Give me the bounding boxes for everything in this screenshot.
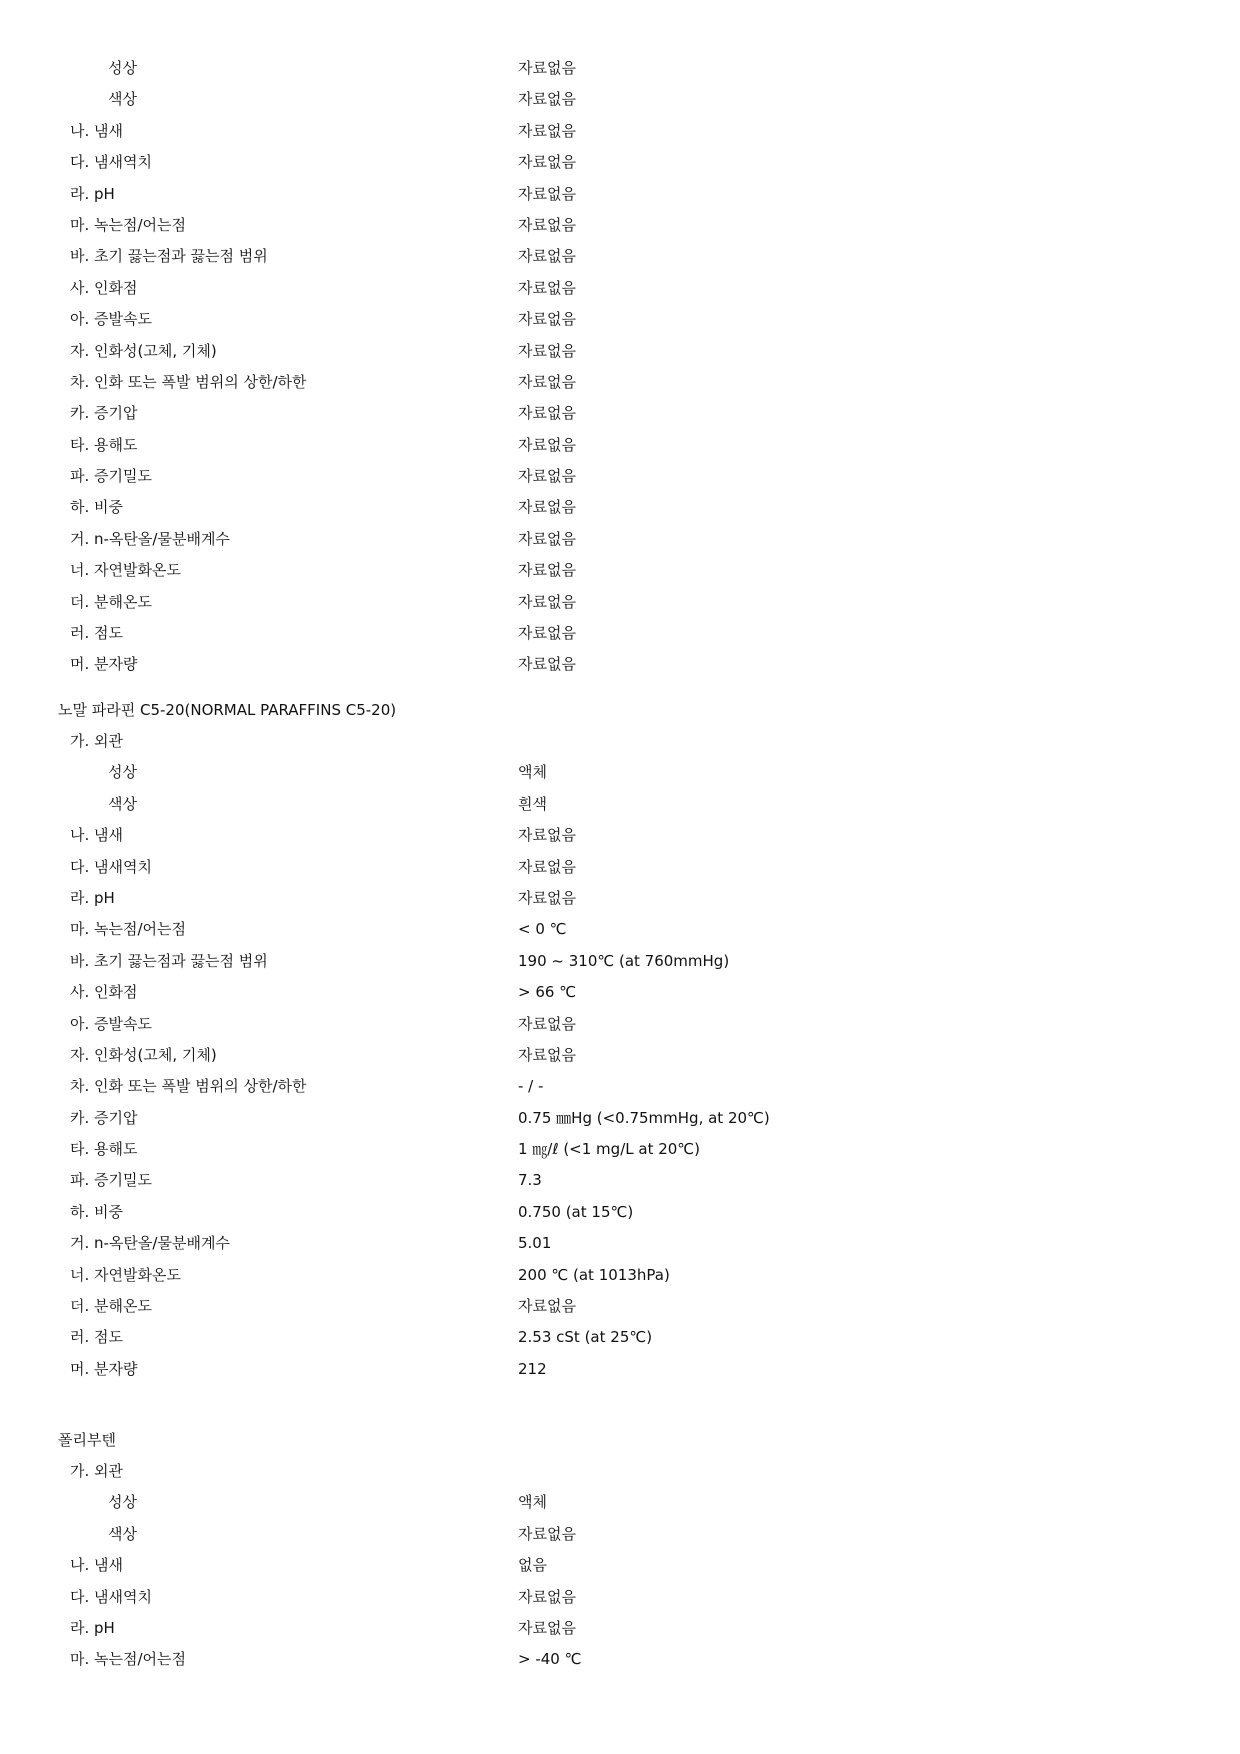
property-row <box>0 1134 1240 1165</box>
property-value: 자료없음 <box>518 435 576 454</box>
property-label: 가. 외관 <box>70 732 124 750</box>
property-label: 바. 초기 끓는점과 끓는점 범위 <box>70 951 268 970</box>
property-row <box>0 116 1240 147</box>
property-label: 사. 인화점 <box>70 983 138 1002</box>
property-row <box>0 524 1240 555</box>
property-row <box>0 1260 1240 1291</box>
property-value: 자료없음 <box>518 1587 576 1606</box>
property-value: 없음 <box>518 1556 547 1575</box>
property-value: 자료없음 <box>518 561 576 580</box>
section-1-properties <box>0 53 1240 681</box>
property-row <box>0 1071 1240 1102</box>
property-row <box>0 1291 1240 1322</box>
property-row <box>0 1550 1240 1581</box>
property-label: 더. 분해온도 <box>70 592 152 611</box>
property-value: - / - <box>518 1077 544 1096</box>
property-value: 0.75 ㎜Hg (<0.75mmHg, at 20℃) <box>518 1108 770 1127</box>
property-label: 사. 인화점 <box>70 278 138 297</box>
property-value: 1 ㎎/ℓ (<1 mg/L at 20℃) <box>518 1140 700 1159</box>
property-value: 자료없음 <box>518 90 576 109</box>
property-label: 차. 인화 또는 폭발 범위의 상한/하한 <box>70 1077 307 1096</box>
property-value: > 66 ℃ <box>518 983 577 1002</box>
property-row <box>0 336 1240 367</box>
property-value: 자료없음 <box>518 184 576 203</box>
property-row <box>0 1354 1240 1385</box>
property-row <box>0 1103 1240 1134</box>
property-label: 라. pH <box>70 888 115 907</box>
property-value: 200 ℃ (at 1013hPa) <box>518 1265 670 1284</box>
property-value: 자료없음 <box>518 153 576 172</box>
property-label: 아. 증발속도 <box>70 310 152 329</box>
property-label: 라. pH <box>70 184 115 203</box>
property-row <box>0 852 1240 883</box>
property-label: 아. 증발속도 <box>70 1014 152 1033</box>
property-label: 성상 <box>108 763 137 782</box>
property-label: 거. n-옥탄올/물분배계수 <box>70 529 230 548</box>
property-label: 하. 비중 <box>70 1202 124 1221</box>
property-value: 액체 <box>518 763 547 782</box>
property-value: 자료없음 <box>518 1618 576 1637</box>
property-value: 190 ~ 310℃ (at 760mmHg) <box>518 951 730 970</box>
property-label: 다. 냄새역치 <box>70 153 152 172</box>
property-label: 성상 <box>108 1493 137 1512</box>
property-label: 거. n-옥탄올/물분배계수 <box>70 1234 230 1253</box>
property-row <box>0 1613 1240 1644</box>
property-label: 색상 <box>108 90 137 109</box>
property-value: > -40 ℃ <box>518 1650 582 1669</box>
property-row <box>0 241 1240 272</box>
property-label: 머. 분자량 <box>70 1359 138 1378</box>
property-label: 너. 자연발화온도 <box>70 1265 181 1284</box>
property-row <box>0 1228 1240 1259</box>
property-label: 타. 용해도 <box>70 1140 138 1159</box>
property-row <box>0 1165 1240 1196</box>
property-label: 마. 녹는점/어는점 <box>70 215 187 234</box>
property-label: 바. 초기 끓는점과 끓는점 범위 <box>70 247 268 266</box>
property-row <box>0 367 1240 398</box>
property-label: 성상 <box>108 59 137 77</box>
property-row <box>0 53 1240 84</box>
property-value: 자료없음 <box>518 310 576 329</box>
property-label: 타. 용해도 <box>70 435 138 454</box>
property-value: 자료없음 <box>518 467 576 486</box>
property-label: 마. 녹는점/어는점 <box>70 1650 187 1669</box>
property-row <box>0 179 1240 210</box>
property-row <box>0 210 1240 241</box>
property-value: 자료없음 <box>518 624 576 643</box>
property-row <box>0 492 1240 523</box>
property-value: 액체 <box>518 1493 547 1512</box>
property-label: 나. 냄새 <box>70 826 124 845</box>
property-label: 가. 외관 <box>70 1462 124 1480</box>
property-value: 흰색 <box>518 794 547 813</box>
property-row <box>0 461 1240 492</box>
property-value: 7.3 <box>518 1171 542 1190</box>
property-value: 자료없음 <box>518 529 576 548</box>
property-label: 카. 증기압 <box>70 404 138 423</box>
property-row <box>0 1487 1240 1518</box>
property-label: 자. 인화성(고체, 기체) <box>70 1045 217 1064</box>
property-row <box>0 883 1240 914</box>
property-value: 자료없음 <box>518 341 576 360</box>
property-value: 자료없음 <box>518 655 576 674</box>
property-value: 자료없음 <box>518 215 576 234</box>
property-label: 파. 증기밀도 <box>70 467 152 486</box>
property-label: 카. 증기압 <box>70 1108 138 1127</box>
property-value: 자료없음 <box>518 857 576 876</box>
property-label: 나. 냄새 <box>70 1556 124 1575</box>
section-2-properties <box>0 726 1240 1385</box>
property-label: 하. 비중 <box>70 498 124 517</box>
property-row <box>0 1582 1240 1613</box>
property-label: 다. 냄새역치 <box>70 857 152 876</box>
property-value: 자료없음 <box>518 592 576 611</box>
property-row <box>0 555 1240 586</box>
property-value: 자료없음 <box>518 1524 576 1543</box>
property-label: 색상 <box>108 1524 137 1543</box>
property-label: 색상 <box>108 794 137 813</box>
property-value: 5.01 <box>518 1234 552 1253</box>
property-value: 0.750 (at 15℃) <box>518 1202 634 1221</box>
property-row <box>0 1197 1240 1228</box>
property-row <box>0 273 1240 304</box>
section-3-title: 폴리부텐 <box>58 1431 116 1449</box>
property-value: 자료없음 <box>518 498 576 517</box>
property-row <box>0 1009 1240 1040</box>
property-label: 파. 증기밀도 <box>70 1171 152 1190</box>
property-label: 머. 분자량 <box>70 655 138 674</box>
property-value: 자료없음 <box>518 404 576 423</box>
property-value: 자료없음 <box>518 888 576 907</box>
property-label: 다. 냄새역치 <box>70 1587 152 1606</box>
property-row <box>0 84 1240 115</box>
property-row <box>0 726 1240 757</box>
property-value: 자료없음 <box>518 1297 576 1316</box>
property-row <box>0 1456 1240 1487</box>
property-value: 자료없음 <box>518 121 576 140</box>
property-row <box>0 1644 1240 1675</box>
property-label: 라. pH <box>70 1618 115 1637</box>
property-row <box>0 618 1240 649</box>
property-row <box>0 1322 1240 1353</box>
property-row <box>0 430 1240 461</box>
property-label: 러. 점도 <box>70 624 124 643</box>
property-row <box>0 946 1240 977</box>
property-row <box>0 398 1240 429</box>
property-value: 자료없음 <box>518 1045 576 1064</box>
property-label: 너. 자연발화온도 <box>70 561 181 580</box>
property-label: 마. 녹는점/어는점 <box>70 920 187 939</box>
property-value: 자료없음 <box>518 1014 576 1033</box>
property-value: 자료없음 <box>518 278 576 297</box>
property-label: 차. 인화 또는 폭발 범위의 상한/하한 <box>70 372 307 391</box>
property-row <box>0 1040 1240 1071</box>
section-2-title: 노말 파라핀 C5-20(NORMAL PARAFFINS C5-20) <box>58 701 397 719</box>
property-row <box>0 914 1240 945</box>
property-value: 자료없음 <box>518 59 576 77</box>
property-row <box>0 820 1240 851</box>
property-label: 더. 분해온도 <box>70 1297 152 1316</box>
property-value: 자료없음 <box>518 247 576 266</box>
property-row <box>0 304 1240 335</box>
property-row <box>0 649 1240 680</box>
property-label: 러. 점도 <box>70 1328 124 1347</box>
property-row <box>0 977 1240 1008</box>
property-row <box>0 757 1240 788</box>
section-3-properties <box>0 1456 1240 1676</box>
property-value: 2.53 cSt (at 25℃) <box>518 1328 653 1347</box>
property-row <box>0 1519 1240 1550</box>
property-label: 자. 인화성(고체, 기체) <box>70 341 217 360</box>
property-value: 자료없음 <box>518 826 576 845</box>
property-label: 나. 냄새 <box>70 121 124 140</box>
property-row <box>0 789 1240 820</box>
property-row <box>0 587 1240 618</box>
property-row <box>0 147 1240 178</box>
property-value: 212 <box>518 1359 547 1378</box>
property-value: < 0 ℃ <box>518 920 567 939</box>
property-value: 자료없음 <box>518 372 576 391</box>
